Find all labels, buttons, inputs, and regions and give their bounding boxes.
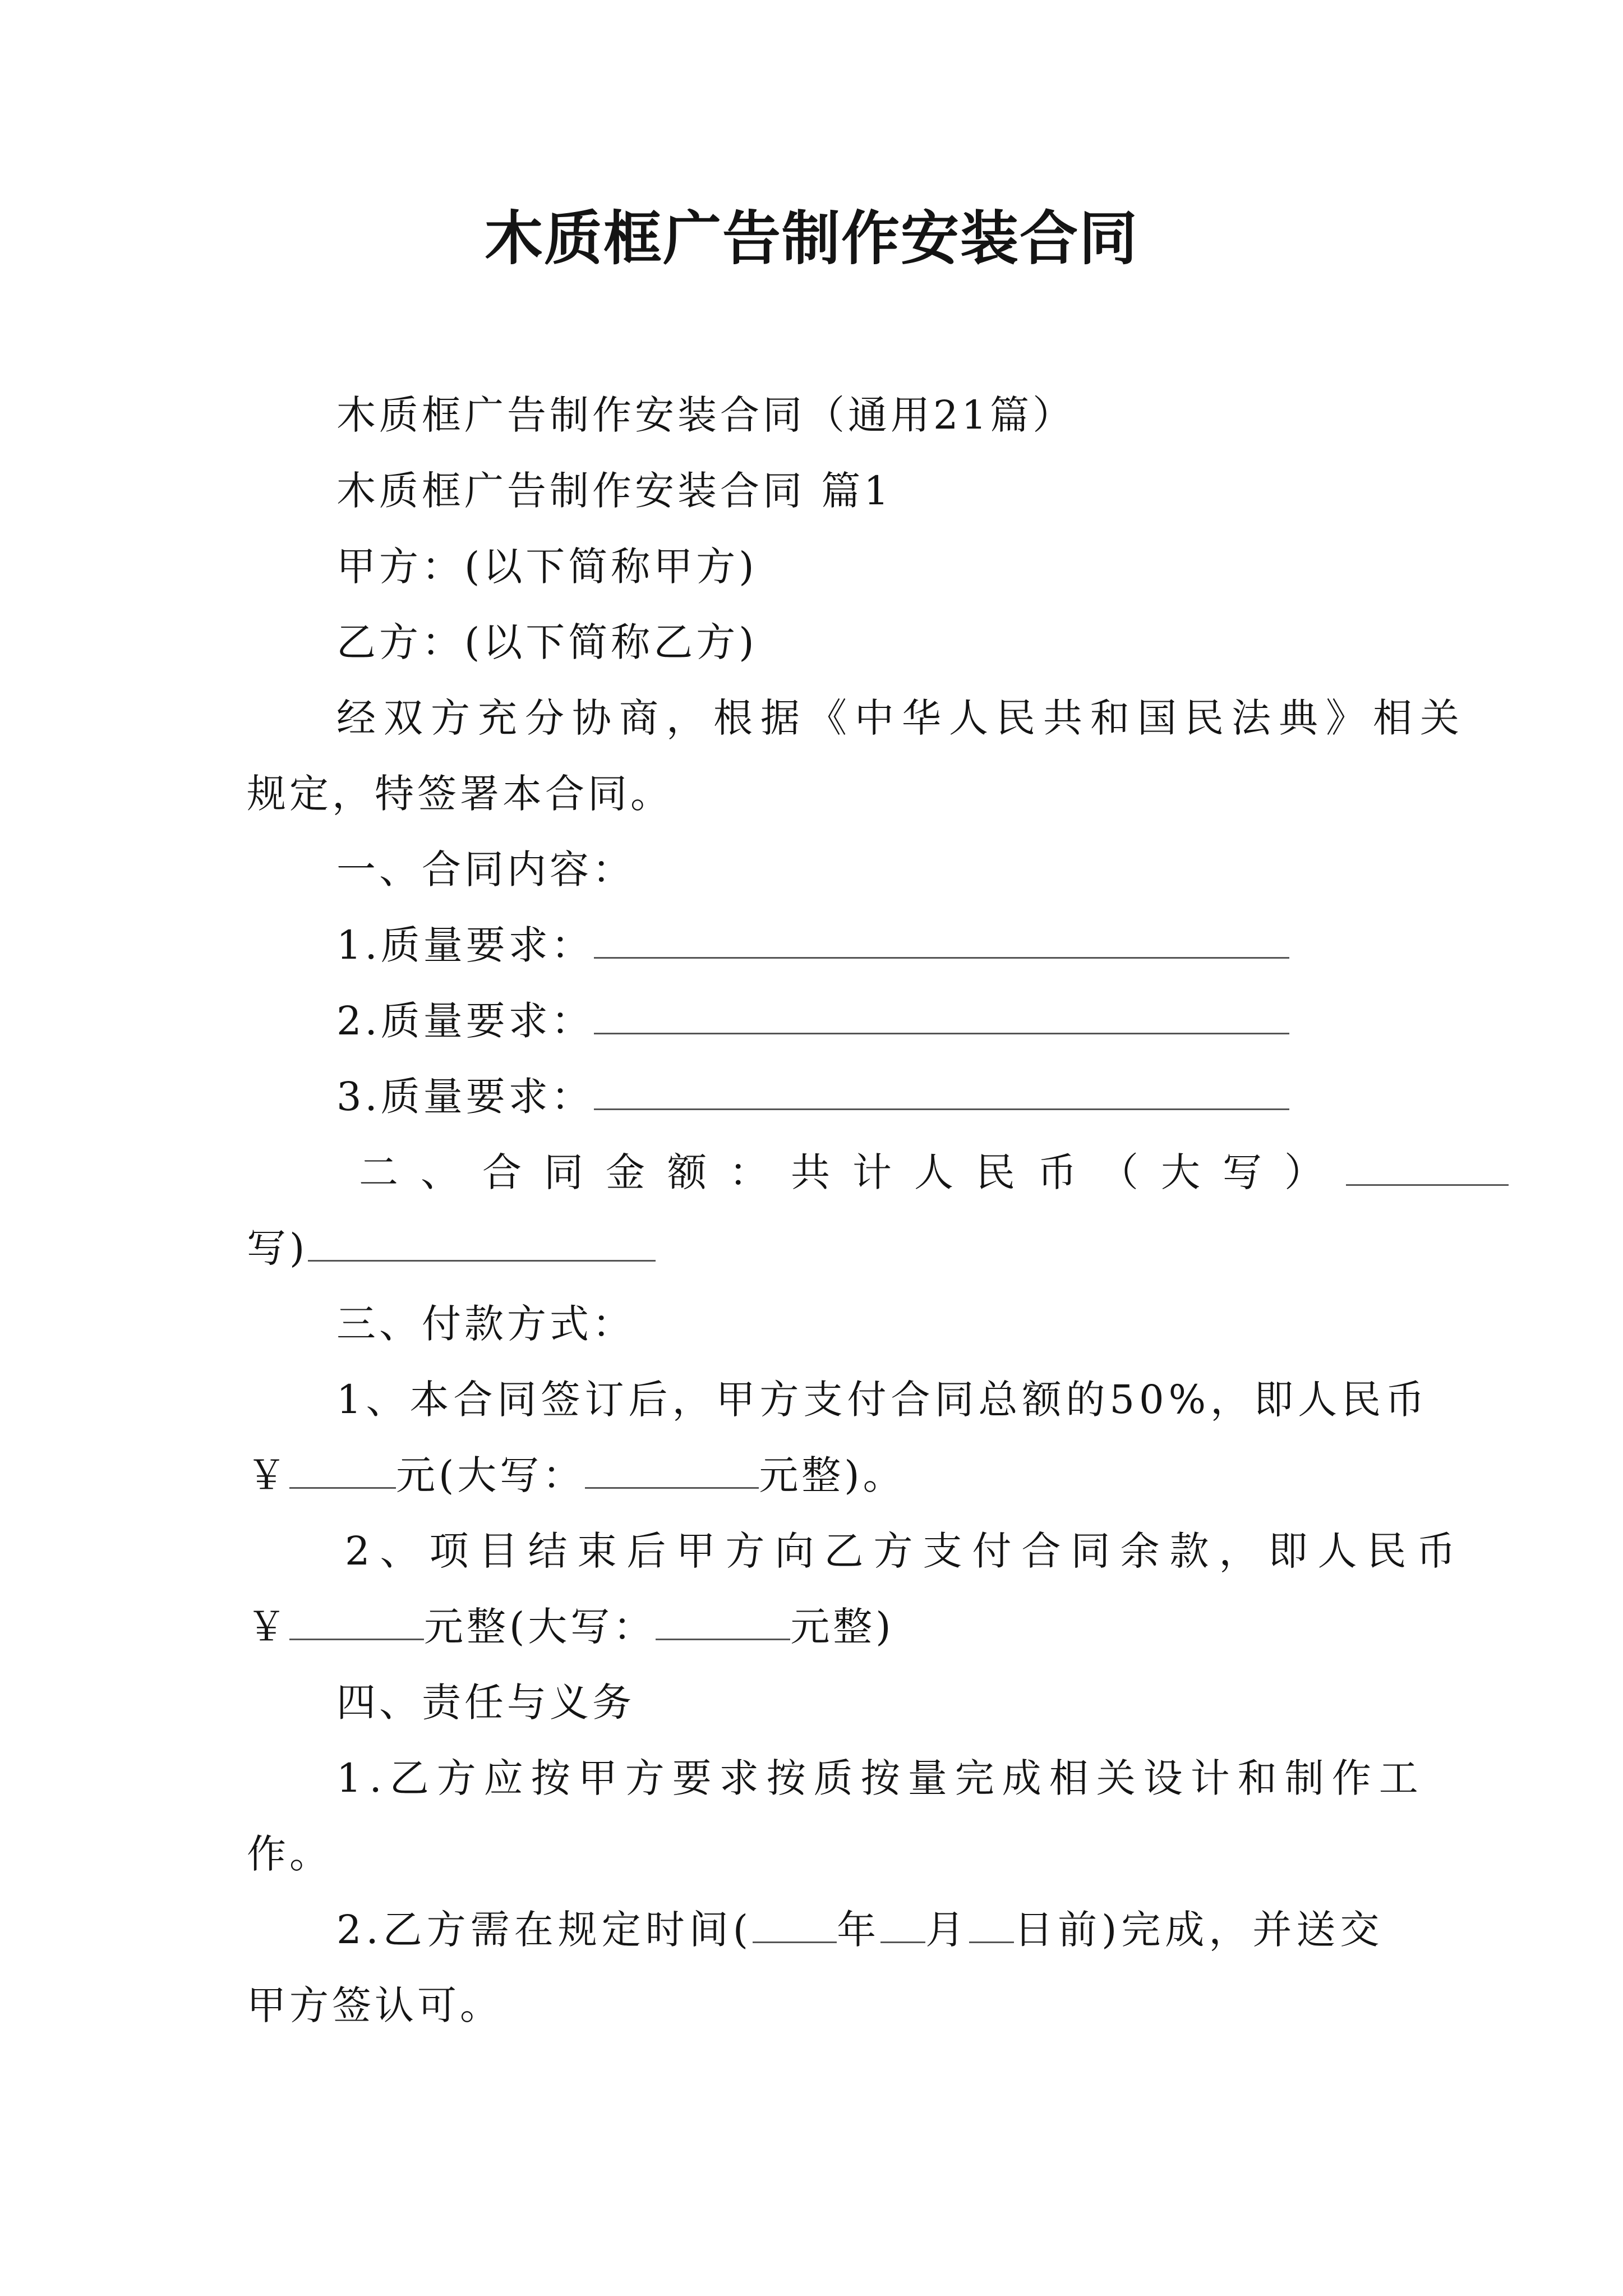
blank-field (1346, 1151, 1509, 1186)
blank-field (969, 1908, 1014, 1943)
duty-2-line-1 (336, 1902, 1391, 1958)
quality-line-3 (336, 1069, 1391, 1125)
section-2-continuation (247, 1220, 1391, 1276)
chapter-heading: 木质框广告制作安装合同 篇1 (336, 468, 892, 514)
duty-2-text-a: 2.乙方需在规定时间( (336, 1907, 753, 1953)
subtitle-line: 木质框广告制作安装合同（通用21篇） (336, 392, 1076, 438)
duty-2-line-2: 甲方签认可。 (247, 1982, 502, 2028)
duty-2-text-b: 年 (837, 1907, 881, 1953)
duty-1-line-2: 作。 (247, 1831, 332, 1877)
blank-field (289, 1605, 424, 1640)
party-b-line: 乙方：(以下简称乙方) (336, 619, 758, 665)
payment-1-text-c: 元整)。 (759, 1452, 906, 1498)
payment-1-line-1: 1、本合同签订后，甲方支付合同总额的50%，即人民币 (336, 1377, 1430, 1423)
blank-field (753, 1908, 837, 1943)
duty-2-text-c: 月 (925, 1907, 970, 1953)
yuan-symbol: ￥ (247, 1604, 289, 1650)
intro-line-2: 规定，特签署本合同。 (247, 771, 673, 817)
duty-1-line-1: 1.乙方应按甲方要求按质按量完成相关设计和制作工 (336, 1755, 1426, 1801)
intro-line-1: 经双方充分协商，根据《中华人民共和国民法典》相关 (336, 695, 1467, 741)
blank-field (289, 1453, 396, 1489)
quality-label-2: 2.质量要求： (336, 998, 594, 1044)
document-title: 木质框广告制作安装合同 (484, 204, 1138, 273)
quality-line-2 (336, 993, 1391, 1049)
section-2-cont-text: 写) (247, 1225, 308, 1271)
blank-field (656, 1605, 790, 1640)
quality-label-3: 3.质量要求： (336, 1074, 594, 1120)
payment-1-line-2 (247, 1447, 1391, 1503)
duty-2-text-d: 日前)完成，并送交 (1014, 1907, 1384, 1953)
payment-1-text-b: 元(大写： (396, 1452, 585, 1498)
section-2-line (359, 1144, 1503, 1200)
blank-field (585, 1453, 759, 1489)
section-4-heading: 四、责任与义务 (336, 1680, 635, 1726)
blank-field (308, 1226, 656, 1262)
payment-2-line-2 (247, 1599, 1391, 1655)
blank-field (594, 999, 1289, 1034)
quality-line-1 (336, 917, 1391, 973)
section-3-heading: 三、付款方式： (336, 1301, 635, 1347)
payment-2-text-c: 元整) (790, 1604, 895, 1650)
payment-2-text-b: 元整(大写： (424, 1604, 656, 1650)
yuan-symbol: ￥ (247, 1452, 289, 1498)
quality-label-1: 1.质量要求： (336, 922, 594, 968)
section-1-heading: 一、合同内容： (336, 846, 635, 892)
blank-field (594, 923, 1289, 959)
party-a-line: 甲方：(以下简称甲方) (336, 544, 758, 590)
blank-field (880, 1908, 925, 1943)
section-2-heading: 二、合同金额：共计人民币（大写） (359, 1149, 1346, 1195)
payment-2-line-1: 2、项目结束后甲方向乙方支付合同余款，即人民币 (345, 1528, 1466, 1574)
blank-field (594, 1075, 1289, 1110)
